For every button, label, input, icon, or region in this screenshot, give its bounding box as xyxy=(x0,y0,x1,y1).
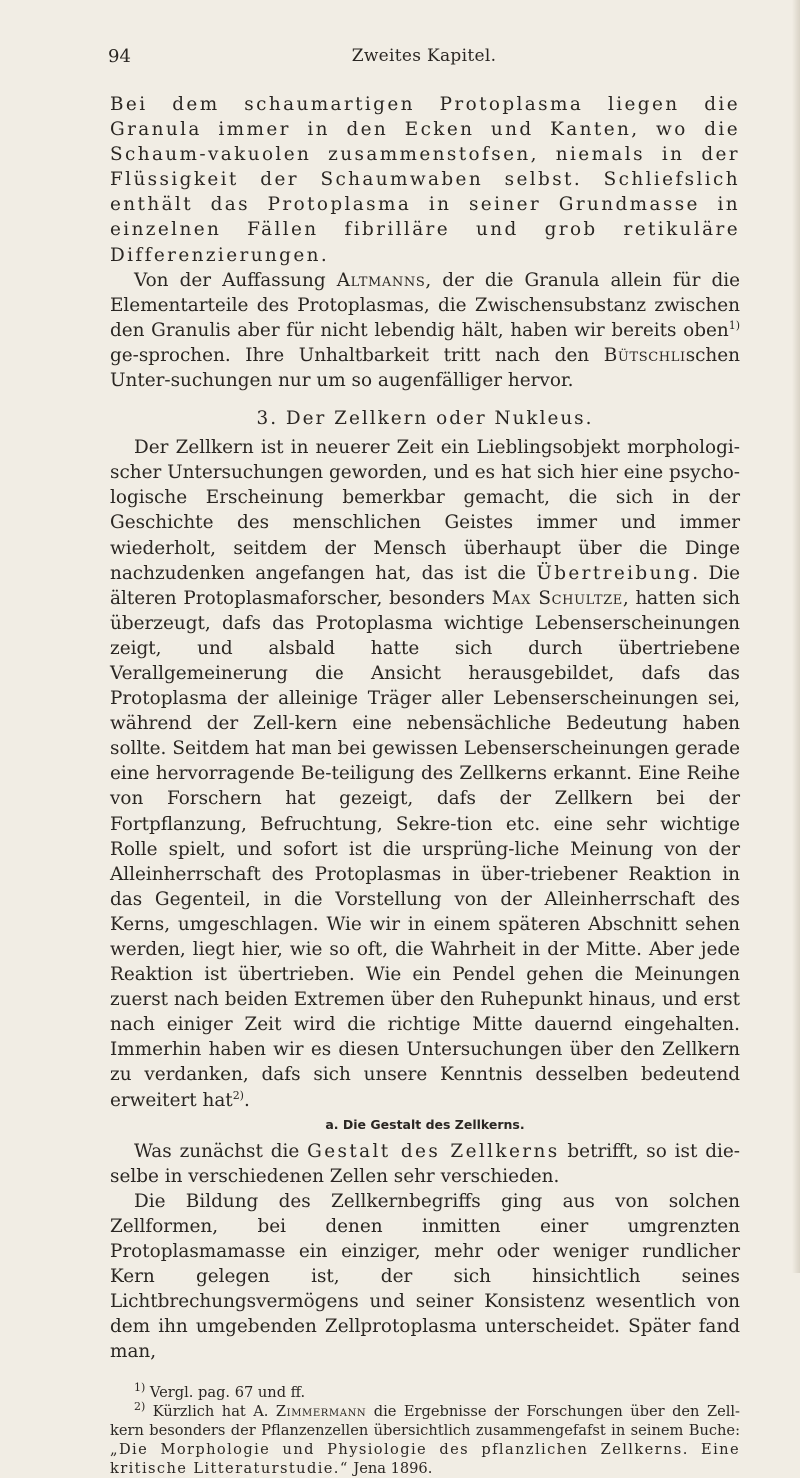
section-heading xyxy=(110,406,740,431)
spaced-emphasis: Übertreibung xyxy=(536,562,693,584)
footnote-2: $^{2)}$ Kürzlich hat A. Zimmermann die Ergebnisse der Forschungen über den Zell-kern besonders der Pflanzenzellen übersichtlich zusammengefafst in seinem Buche: „Die Morphologie und Physiologie des pflanzlichen Zellkerns. Eine kritische Litteraturstudie.“ Jena 1896. xyxy=(110,1399,740,1477)
author-name-buetschli: Bütschli xyxy=(603,344,686,366)
paragraph-protoplasma-granula xyxy=(110,92,740,268)
author-name-zimmermann: Zimmermann xyxy=(275,1402,367,1420)
section-title: Der Zellkern oder Nukleus. xyxy=(285,408,594,430)
footnote-ref-1[interactable]: 1) xyxy=(728,318,740,332)
book-title: „Die Morphologie und Physiologie des pflanzlichen Zellkerns. Eine kritische Litteraturstudie.“ xyxy=(110,1440,740,1477)
author-name-altmann: Altmanns xyxy=(336,269,426,291)
spaced-emphasis: Bei dem schaumartigen Protoplasma liegen die Granula immer in den Ecken und Kanten, wo die Schaum-vakuolen zusammenstofsen, niemals in der Flüssigkeit der Schaumwaben selbst. Schliefslich enthält das Protoplasma in seiner Grundmasse in einzelnen Fällen fibrilläre und grob retikuläre Differenzierungen. xyxy=(110,94,740,266)
running-title: Zweites Kapitel. xyxy=(351,46,497,66)
footnote-ref-2[interactable]: 2) xyxy=(232,1088,244,1102)
page-edge-shadow xyxy=(792,0,800,1273)
paragraph-zellkern: Der Zellkern ist in neuerer Zeit ein Lieblingsobjekt morphologi-scher Untersuchungen geworden, und es hat sich hier eine psycho-logische Erscheinung bemerkbar gemacht, die sich in der Geschichte des menschlichen Geistes immer und immer wiederholt, seitdem der Mensch überhaupt über die Dinge nachzudenken angefangen hat, das ist die Übertreibung. Die älteren Protoplasmaforscher, besonders Max Schultze, hatten sich überzeugt, dafs das Protoplasma wichtige Lebenserscheinungen zeigt, und alsbald hatte sich durch übertriebene Verallgemeinerung die Ansicht herausgebildet, dafs das Protoplasma der alleinige Träger aller Lebenserscheinungen sei, während der Zell-kern eine nebensächliche Bedeutung haben sollte. Seitdem hat man bei gewissen Lebenserscheinungen gerade eine hervorragende Be-teiligung des Zellkerns erkannt. Eine Reihe von Forschern hat gezeigt, dafs der Zellkern bei der Fortpflanzung, Befruchtung, Sekre-tion etc. eine sehr wichtige Rolle spielt, und sofort ist die ursprüng-liche Meinung von der Alleinherrschaft des Protoplasmas in über-triebener Reaktion in das Gegenteil, in die Vorstellung von der Alleinherrschaft des Kerns, umgeschlagen. Wie wir in einem späteren Abschnitt sehen werden, liegt hier, wie so oft, die Wahrheit in der Mitte. Aber jede Reaktion ist übertrieben. Wie ein Pendel gehen die Meinungen zuerst nach beiden Extremen über den Ruhepunkt hinaus, und erst nach einiger Zeit wird die richtige Mitte dauernd eingehalten. Immerhin haben wir es diesen Untersuchungen über den Zellkern zu verdanken, dafs sich unsere Kenntnis desselben bedeutend erweitert hat$^{2)}$. xyxy=(110,437,741,1111)
body-text xyxy=(110,92,740,1478)
page-header xyxy=(108,46,740,72)
paragraph-altmann: Von der Auffassung Altmanns, der die Granula allein für die Elementarteile des Protoplasmas, die Zwischensubstanz zwischen den Granulis aber für nicht lebendig hält, haben wir bereits oben$^{1)}$ ge-sprochen. Ihre Unhaltbarkeit tritt nach den Bütschlischen Unter-suchungen nur um so augenfälliger hervor. xyxy=(110,269,740,392)
paragraph-bildung: Die Bildung des Zellkernbegriffs ging aus von solchen Zellformen, bei denen inmitten einer umgrenzten Protoplasmamasse ein einziger, mehr oder weniger rundlicher Kern gelegen ist, der sich hinsichtlich seines Lichtbrechungsvermögens und seiner Konsistenz wesentlich von dem ihn umgebenden Zellprotoplasma unterscheidet. Später fand man, xyxy=(110,1190,740,1363)
spaced-emphasis: Gestalt des Zellkerns xyxy=(307,1140,560,1162)
page-number: 94 xyxy=(108,46,131,67)
subsection-heading: a. Die Gestalt des Zellkerns. xyxy=(325,1116,525,1132)
section-number: 3. xyxy=(256,408,279,430)
author-name-schultze: Max Schultze xyxy=(491,587,623,609)
footnotes xyxy=(110,1380,740,1478)
footnote-1: $^{1)}$ Vergl. pag. 67 und ff. xyxy=(134,1380,306,1401)
paragraph-gestalt: Was zunächst die Gestalt des Zellkerns betrifft, so ist die-selbe in verschiedenen Zellen sehr verschieden. xyxy=(110,1140,740,1187)
